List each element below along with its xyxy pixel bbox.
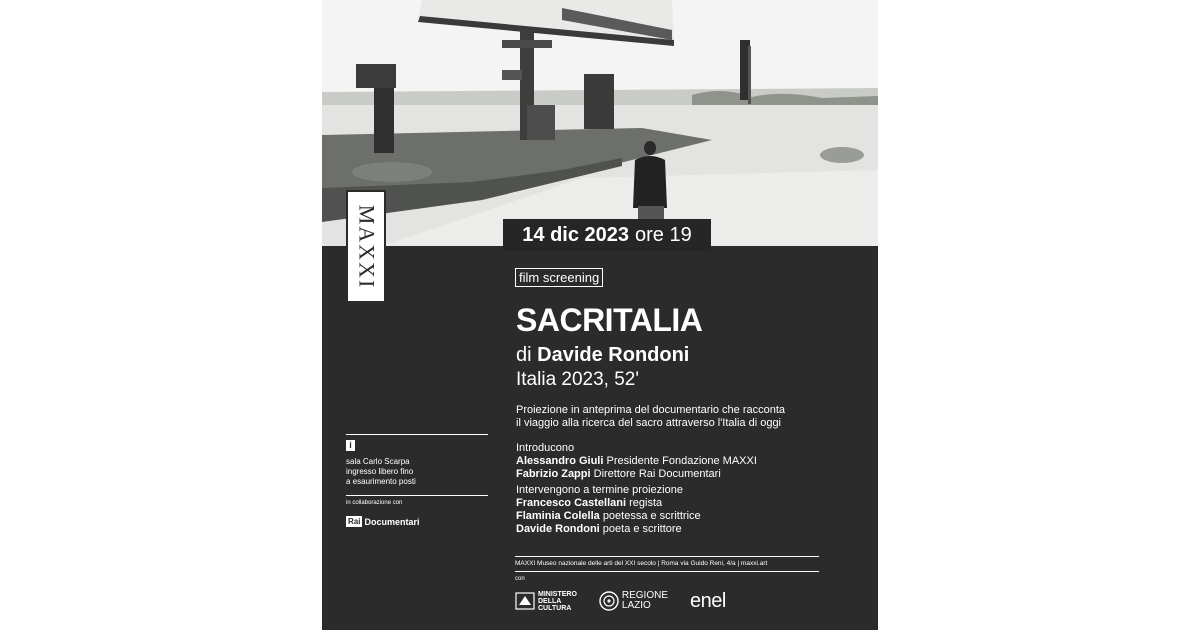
regione-line: LAZIO bbox=[621, 600, 651, 611]
introduce-label: Introducono bbox=[516, 442, 575, 454]
divider bbox=[346, 434, 488, 435]
divider bbox=[346, 495, 488, 496]
venue-info bbox=[346, 457, 488, 487]
regione-lazio-logo bbox=[599, 591, 668, 611]
film-title: SACRITALIA bbox=[516, 302, 703, 338]
speaker-role: poeta e scrittore bbox=[602, 523, 682, 535]
speaker-role: Presidente Fondazione MAXXI bbox=[606, 455, 757, 467]
ministero-cultura-logo bbox=[515, 591, 577, 612]
date-banner bbox=[503, 219, 711, 251]
enel-logo bbox=[690, 590, 726, 613]
divider bbox=[515, 556, 819, 557]
category-tag: film screening bbox=[515, 268, 603, 287]
speaker-row bbox=[516, 455, 846, 468]
maxxi-logo-text: MAXXI bbox=[354, 204, 379, 289]
speaker-row bbox=[516, 468, 846, 481]
ministero-line: CULTURA bbox=[538, 604, 572, 612]
speaker-role: poetessa e scrittrice bbox=[602, 510, 701, 522]
maxxi-logo bbox=[346, 190, 386, 303]
ministero-line: DELLA bbox=[538, 597, 562, 605]
speaker-name: Alessandro Giuli bbox=[516, 455, 604, 467]
speaker-name: Francesco Castellani bbox=[516, 497, 627, 509]
film-country-year-length: Italia 2023, 52' bbox=[516, 369, 639, 390]
description-line: il viaggio alla ricerca del sacro attraverso l'Italia di oggi bbox=[516, 417, 782, 429]
venue-line: ingresso libero fino bbox=[346, 467, 414, 476]
film-director bbox=[516, 344, 689, 367]
rai-logo-text: Documentari bbox=[364, 516, 420, 527]
footer-address: MAXXI Museo nazionale delle arti del XXI secolo | Roma via Guido Reni, 4/a | maxxi.art bbox=[515, 560, 768, 567]
enel-logo-text: enel bbox=[690, 589, 726, 612]
sponsors-label: con bbox=[515, 576, 525, 582]
speakers-label: Intervengono a termine proiezione bbox=[516, 484, 683, 496]
info-column bbox=[346, 434, 488, 527]
ministero-emblem-icon bbox=[515, 592, 535, 610]
speaker-name: Fabrizio Zappi bbox=[516, 468, 591, 480]
director-name: Davide Rondoni bbox=[537, 344, 690, 366]
speaker-role: Direttore Rai Documentari bbox=[593, 468, 721, 480]
poster-photo bbox=[322, 0, 878, 246]
ministero-line: MINISTERO bbox=[538, 590, 577, 598]
event-time: ore 19 bbox=[635, 223, 692, 246]
venue-line: sala Carlo Scarpa bbox=[346, 457, 410, 466]
event-poster bbox=[322, 0, 878, 630]
description-line: Proiezione in anteprima del documentario che racconta bbox=[516, 404, 786, 416]
speaker-role: regista bbox=[629, 497, 663, 509]
speaker-row bbox=[516, 510, 846, 523]
venue-line: a esaurimento posti bbox=[346, 477, 416, 486]
info-icon: i bbox=[346, 440, 355, 451]
speaker-name: Flaminia Colella bbox=[516, 510, 600, 522]
speaker-row bbox=[516, 523, 846, 536]
regione-lazio-emblem-icon bbox=[599, 591, 619, 611]
divider bbox=[515, 571, 819, 572]
speaker-name: Davide Rondoni bbox=[516, 523, 600, 535]
rai-logo-box: Rai bbox=[348, 517, 361, 526]
event-date: 14 dic 2023 bbox=[522, 223, 630, 246]
film-description bbox=[516, 404, 846, 430]
collab-label: in collaborazione con bbox=[346, 500, 403, 506]
speakers-block bbox=[516, 442, 846, 536]
regione-line: REGIONE bbox=[621, 590, 669, 601]
director-prefix: di bbox=[516, 344, 532, 366]
speaker-row bbox=[516, 497, 846, 510]
rai-documentari-logo bbox=[346, 516, 488, 527]
sponsors-row bbox=[515, 589, 748, 613]
